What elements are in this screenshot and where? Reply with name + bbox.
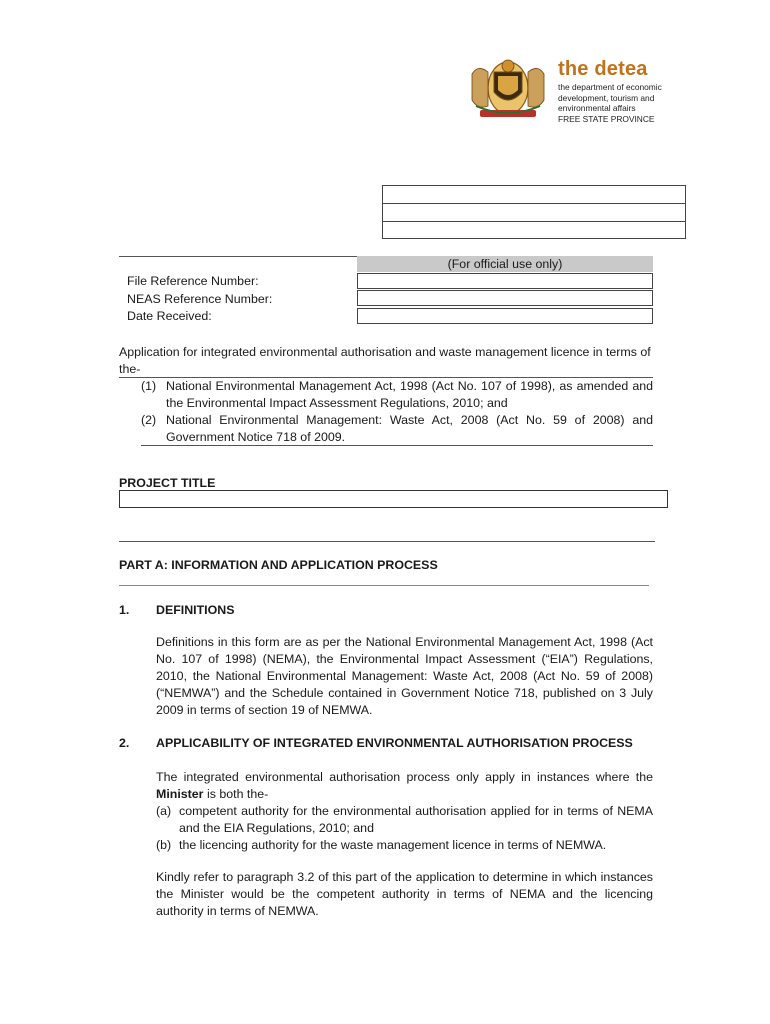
divider xyxy=(119,256,357,257)
list-item: (b) the licencing authority for the waste management licence in terms of NEMWA. xyxy=(156,838,607,852)
official-use-header: (For official use only) xyxy=(357,256,653,272)
section-heading-definitions: DEFINITIONS xyxy=(156,603,235,617)
section-heading-applicability: APPLICABILITY OF INTEGRATED ENVIRONMENTAL AUTHORISATION PROCESS xyxy=(156,736,633,750)
list-item: (1) National Environmental Management Act, 1998 (Act No. 107 of 1998), as amended and the Environmental Impact Assessment Regulations, 2010; and xyxy=(141,379,653,410)
table-row[interactable] xyxy=(383,222,685,239)
list-item: (2) National Environmental Management: Waste Act, 2008 (Act No. 59 of 2008) and Government Notice 718 of 2009. xyxy=(141,413,653,444)
date-received-field[interactable] xyxy=(357,308,653,324)
part-a-title: PART A: INFORMATION AND APPLICATION PROCESS xyxy=(119,558,438,572)
table-row[interactable] xyxy=(383,204,685,222)
kindly-refer-paragraph: Kindly refer to paragraph 3.2 of this part of the application to determine in which instances the Minister would be the competent authority in terms of NEMA and the licencing authority in terms of NEMWA. xyxy=(156,870,653,918)
definitions-paragraph: Definitions in this form are as per the National Environmental Management Act, 1998 (Act No. 107 of 1998) (NEMA), the Environmental Impact Assessment (“EIA”) Regulations, 2010, the National Environmental Management: Waste Act, 2008 (Act No. 59 of 2008) (“NEMWA”) and the Schedule contained in Government Notice 718, published on 3 July 2009 in terms of section 19 of NEMWA. xyxy=(156,635,653,717)
date-received-label: Date Received: xyxy=(127,309,212,323)
neas-reference-field[interactable] xyxy=(357,290,653,306)
divider xyxy=(119,585,649,586)
project-title-label: PROJECT TITLE xyxy=(119,476,216,490)
application-intro: Application for integrated environmental authorisation and waste management licence in terms of the- xyxy=(119,345,651,376)
coat-of-arms-icon xyxy=(462,54,554,122)
file-reference-field[interactable] xyxy=(357,273,653,289)
table-row[interactable] xyxy=(383,186,685,204)
divider xyxy=(141,445,653,446)
file-reference-label: File Reference Number: xyxy=(127,274,259,288)
blank-reference-table xyxy=(382,185,686,239)
brand-subtitle: the department of economic development, tourism and environmental affairs FREE STATE PROVINCE xyxy=(558,82,662,124)
divider xyxy=(119,541,655,542)
list-item: (a) competent authority for the environmental authorisation applied for in terms of NEMA and the EIA Regulations, 2010; and xyxy=(156,804,653,835)
section-number: 2. xyxy=(119,736,130,750)
section-number: 1. xyxy=(119,603,130,617)
brand-name: the detea xyxy=(558,58,648,80)
applicability-paragraph: The integrated environmental authorisation process only apply in instances where the Minister is both the- xyxy=(156,770,653,801)
neas-reference-label: NEAS Reference Number: xyxy=(127,292,273,306)
project-title-input[interactable] xyxy=(119,490,668,508)
